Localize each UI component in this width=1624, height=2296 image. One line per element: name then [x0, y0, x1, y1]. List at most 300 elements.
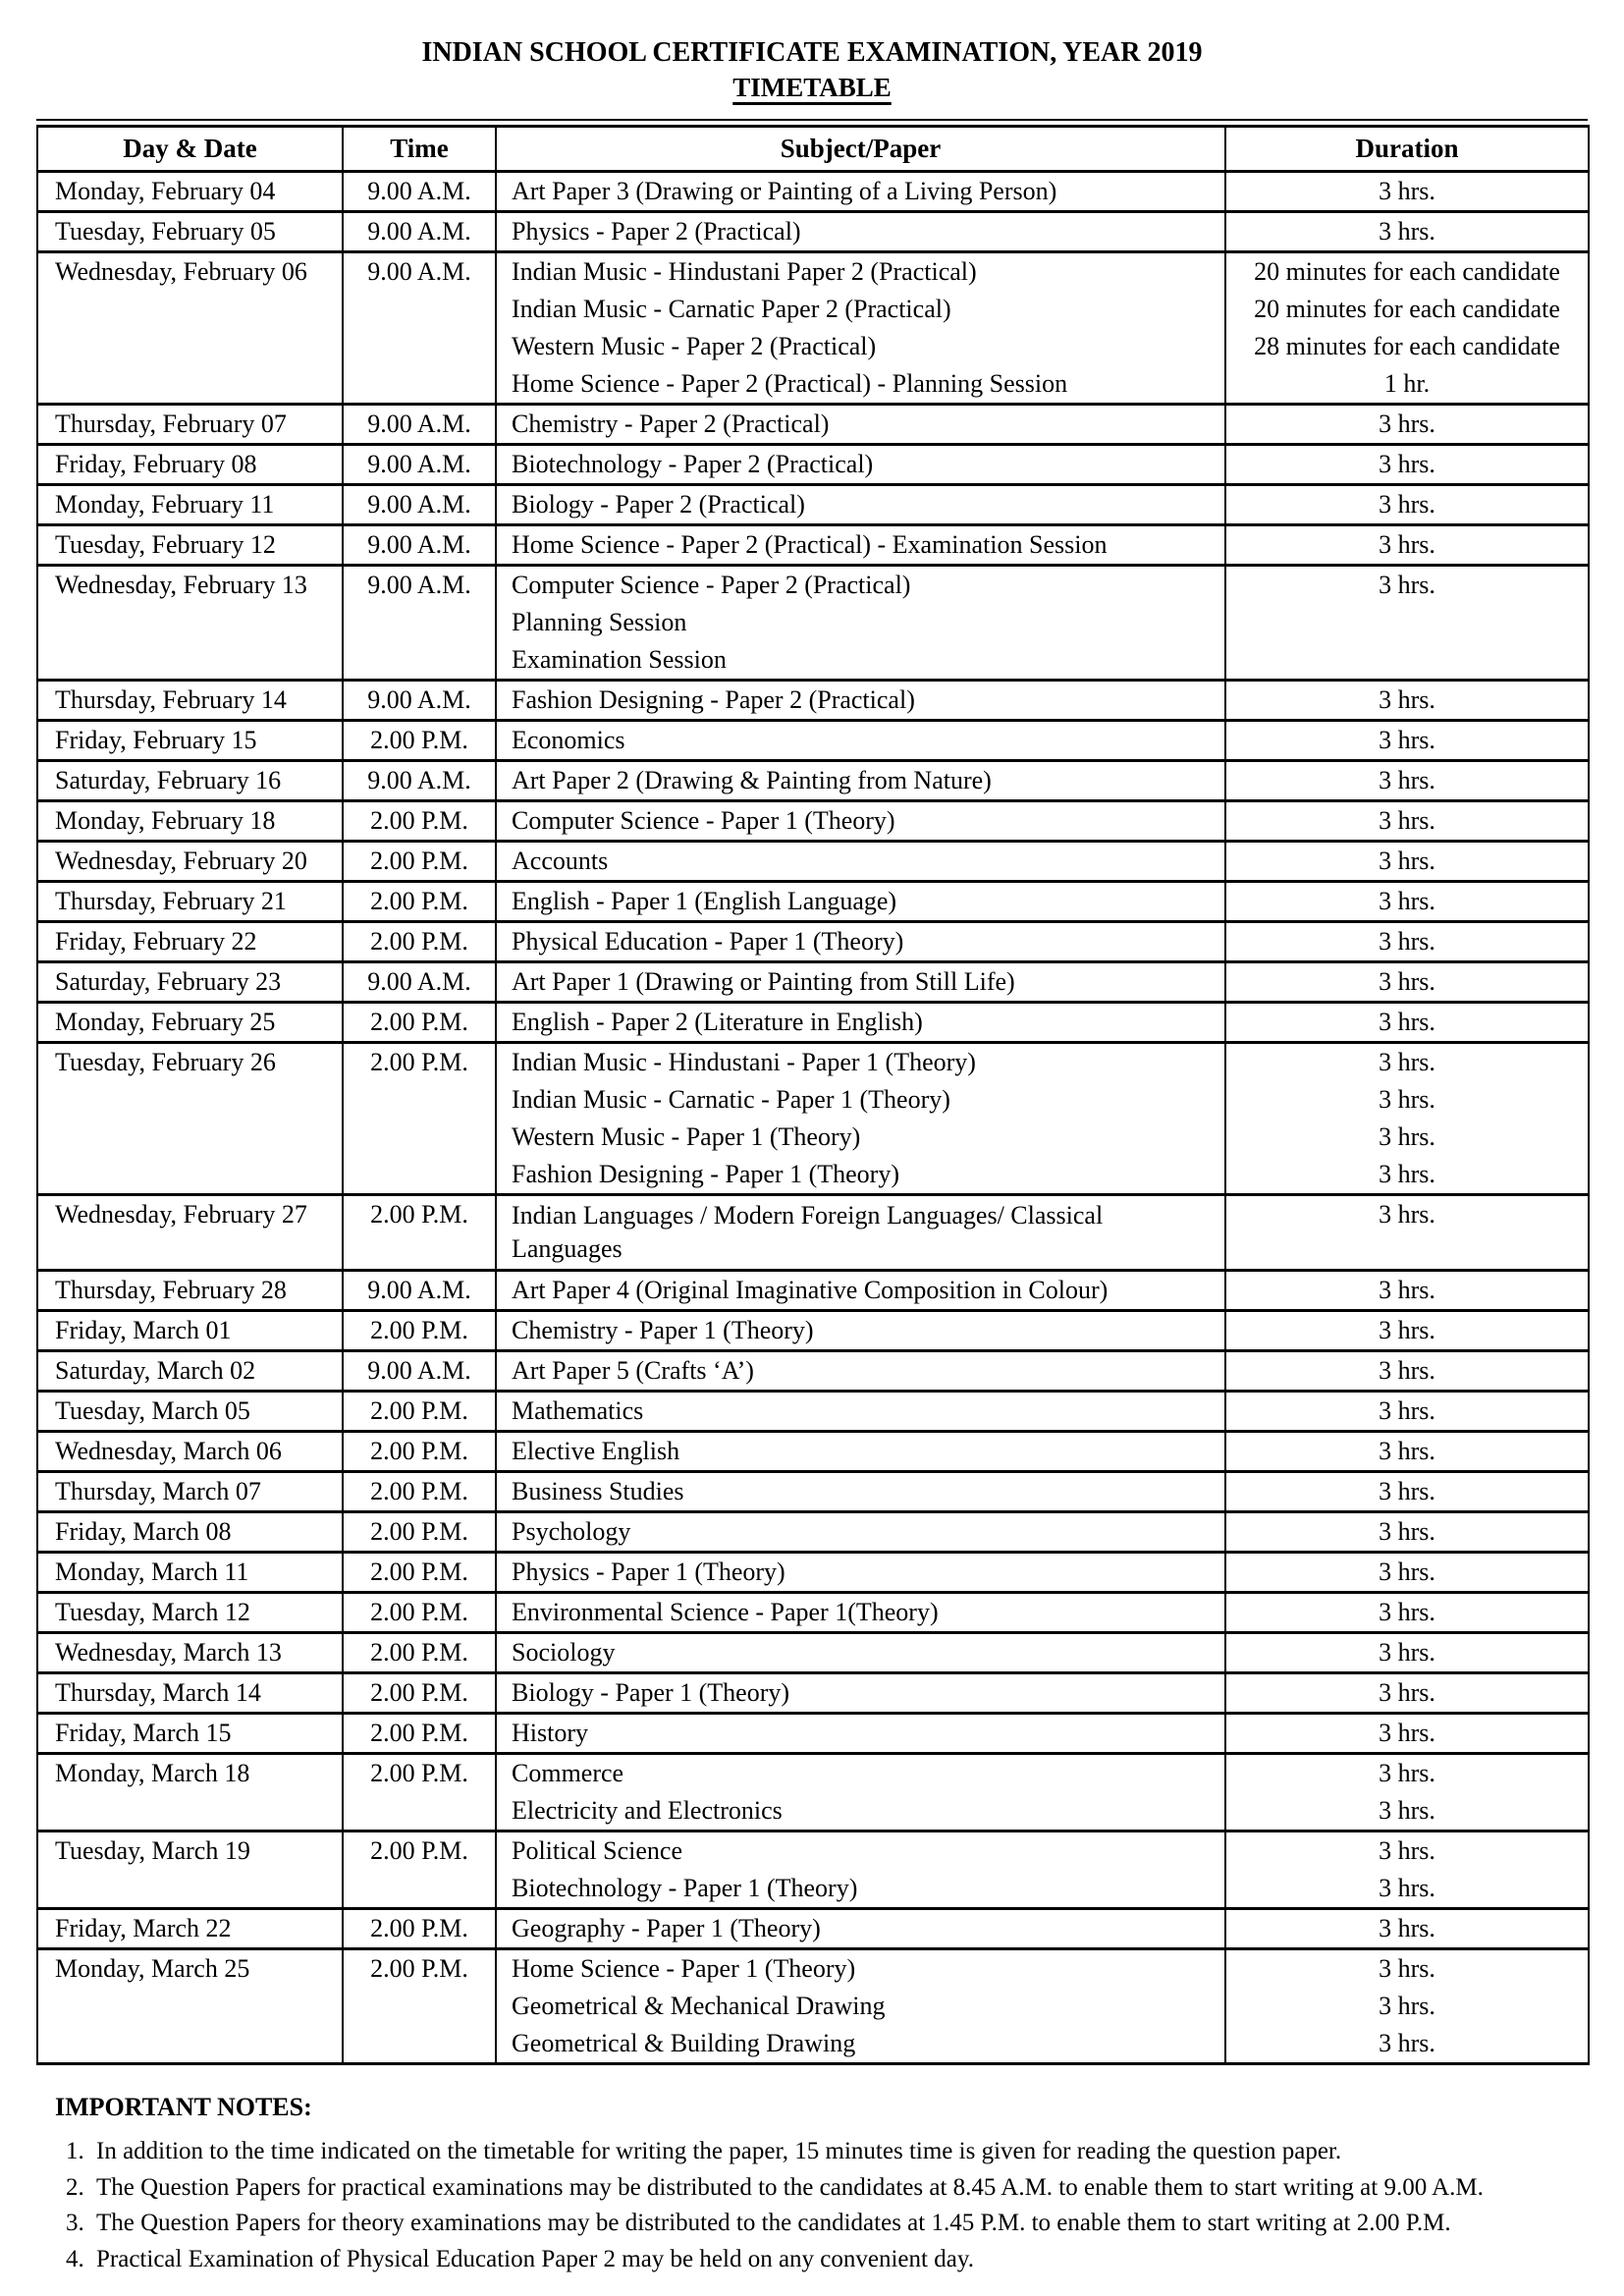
- day-date-text: Monday, February 25: [55, 1008, 276, 1036]
- time-text: 2.00 P.M.: [370, 1558, 468, 1586]
- time-text: 9.00 A.M.: [367, 217, 471, 246]
- subject-cell: [496, 1949, 1225, 2064]
- time-cell: [343, 1714, 496, 1754]
- time-cell: [343, 172, 496, 212]
- day-date-cell: [37, 525, 343, 566]
- time-cell: [343, 566, 496, 681]
- subject-line: Indian Languages / Modern Foreign Languages/ Classical Languages: [512, 1201, 1104, 1263]
- timetable-row: [37, 1311, 1589, 1351]
- duration-line: 3 hrs.: [1379, 217, 1435, 246]
- time-text: 2.00 P.M.: [370, 726, 468, 754]
- duration-line: 3 hrs.: [1379, 490, 1435, 519]
- time-text: 9.00 A.M.: [367, 766, 471, 794]
- day-date-text: Tuesday, March 12: [55, 1598, 250, 1626]
- subject-line: Physics - Paper 2 (Practical): [512, 217, 801, 246]
- time-cell: [343, 1754, 496, 1831]
- duration-line: 3 hrs.: [1379, 1437, 1435, 1465]
- subject-cell: [496, 1351, 1225, 1392]
- duration-cell: [1225, 1673, 1589, 1714]
- timetable-row: [37, 1831, 1589, 1909]
- time-text: 2.00 P.M.: [370, 1678, 468, 1707]
- subject-line: Home Science - Paper 2 (Practical) - Planning Session: [512, 369, 1068, 398]
- timetable-row: [37, 1754, 1589, 1831]
- time-cell: [343, 1351, 496, 1392]
- subject-cell: [496, 1432, 1225, 1472]
- timetable-row: [37, 962, 1589, 1003]
- day-date-text: Thursday, February 07: [55, 410, 287, 438]
- time-text: 2.00 P.M.: [370, 1316, 468, 1344]
- duration-line: 3 hrs.: [1379, 685, 1435, 714]
- day-date-cell: [37, 1909, 343, 1949]
- duration-cell: [1225, 882, 1589, 922]
- subject-line: Examination Session: [512, 645, 727, 674]
- subject-cell: [496, 1195, 1225, 1271]
- timetable-row: [37, 445, 1589, 485]
- duration-line: 3 hrs.: [1379, 1316, 1435, 1344]
- duration-line: 3 hrs.: [1379, 887, 1435, 915]
- time-cell: [343, 1195, 496, 1271]
- timetable-row: [37, 1195, 1589, 1271]
- time-cell: [343, 1909, 496, 1949]
- timetable-row: [37, 1673, 1589, 1714]
- time-text: 9.00 A.M.: [367, 1276, 471, 1304]
- time-text: 2.00 P.M.: [370, 1719, 468, 1747]
- subject-line: Planning Session: [512, 608, 687, 636]
- duration-cell: [1225, 1195, 1589, 1271]
- time-text: 2.00 P.M.: [370, 1437, 468, 1465]
- subject-line: Geography - Paper 1 (Theory): [512, 1914, 821, 1942]
- duration-line: 3 hrs.: [1379, 1160, 1435, 1188]
- timetable-row: [37, 1043, 1589, 1195]
- time-cell: [343, 525, 496, 566]
- subject-cell: [496, 1271, 1225, 1311]
- duration-line: 3 hrs.: [1379, 1558, 1435, 1586]
- time-text: 9.00 A.M.: [367, 685, 471, 714]
- day-date-cell: [37, 1831, 343, 1909]
- duration-line: [1226, 641, 1588, 679]
- duration-line: 3 hrs.: [1379, 1396, 1435, 1425]
- duration-cell: [1225, 212, 1589, 252]
- day-date-cell: [37, 962, 343, 1003]
- subject-line: Geometrical & Mechanical Drawing: [512, 1992, 886, 2020]
- subject-line: Chemistry - Paper 2 (Practical): [512, 410, 830, 438]
- duration-line: 3 hrs.: [1379, 1874, 1435, 1902]
- day-date-text: Monday, February 18: [55, 806, 276, 835]
- duration-line: 3 hrs.: [1379, 1356, 1435, 1385]
- duration-line: 3 hrs.: [1379, 450, 1435, 478]
- duration-cell: [1225, 1472, 1589, 1512]
- time-text: 2.00 P.M.: [370, 847, 468, 875]
- day-date-text: Friday, February 22: [55, 927, 257, 956]
- duration-line: 28 minutes for each candidate: [1254, 332, 1560, 360]
- subject-cell: [496, 721, 1225, 761]
- timetable-row: [37, 485, 1589, 525]
- duration-cell: [1225, 801, 1589, 842]
- day-date-cell: [37, 1271, 343, 1311]
- subject-cell: [496, 882, 1225, 922]
- subject-line: Art Paper 2 (Drawing & Painting from Nature): [512, 766, 992, 794]
- time-cell: [343, 842, 496, 882]
- subject-line: Western Music - Paper 2 (Practical): [512, 332, 877, 360]
- subject-line: Indian Music - Hindustani - Paper 1 (Theory): [512, 1048, 976, 1076]
- duration-cell: [1225, 681, 1589, 721]
- time-text: 9.00 A.M.: [367, 450, 471, 478]
- duration-line: 3 hrs.: [1379, 2029, 1435, 2057]
- timetable-row: [37, 1553, 1589, 1593]
- subject-line: Art Paper 4 (Original Imaginative Composition in Colour): [512, 1276, 1109, 1304]
- duration-line: 3 hrs.: [1379, 1836, 1435, 1865]
- timetable-row: [37, 842, 1589, 882]
- header-duration: Duration: [1225, 127, 1589, 172]
- day-date-cell: [37, 922, 343, 962]
- time-cell: [343, 1673, 496, 1714]
- subject-line: Art Paper 3 (Drawing or Painting of a Living Person): [512, 177, 1057, 205]
- duration-line: 3 hrs.: [1379, 1598, 1435, 1626]
- day-date-cell: [37, 1472, 343, 1512]
- subject-line: Computer Science - Paper 2 (Practical): [512, 571, 911, 599]
- duration-cell: [1225, 445, 1589, 485]
- time-text: 2.00 P.M.: [370, 1638, 468, 1667]
- timetable-row: [37, 1271, 1589, 1311]
- time-text: 2.00 P.M.: [370, 1477, 468, 1505]
- important-notes-section: [55, 2093, 1585, 2275]
- day-date-text: Saturday, February 23: [55, 967, 282, 996]
- time-cell: [343, 1432, 496, 1472]
- timetable-row: [37, 1714, 1589, 1754]
- subject-cell: [496, 252, 1225, 405]
- subject-line: Biology - Paper 2 (Practical): [512, 490, 805, 519]
- subject-line: Fashion Designing - Paper 1 (Theory): [512, 1160, 899, 1188]
- day-date-cell: [37, 566, 343, 681]
- duration-line: 3 hrs.: [1379, 1954, 1435, 1983]
- day-date-text: Thursday, March 07: [55, 1477, 261, 1505]
- subject-cell: [496, 1311, 1225, 1351]
- timetable-row: [37, 566, 1589, 681]
- time-cell: [343, 1633, 496, 1673]
- subject-line: Indian Music - Carnatic - Paper 1 (Theory): [512, 1085, 950, 1114]
- timetable-row: [37, 1633, 1589, 1673]
- time-cell: [343, 1512, 496, 1553]
- duration-line: 1 hr.: [1383, 369, 1431, 398]
- subject-line: Mathematics: [512, 1396, 644, 1425]
- time-cell: [343, 405, 496, 445]
- day-date-text: Friday, March 01: [55, 1316, 232, 1344]
- duration-line: 3 hrs.: [1379, 806, 1435, 835]
- day-date-cell: [37, 405, 343, 445]
- day-date-cell: [37, 1432, 343, 1472]
- subject-line: Chemistry - Paper 1 (Theory): [512, 1316, 814, 1344]
- subject-line: Elective English: [512, 1437, 680, 1465]
- duration-line: 3 hrs.: [1379, 1796, 1435, 1825]
- day-date-text: Friday, March 08: [55, 1517, 232, 1546]
- duration-cell: [1225, 1553, 1589, 1593]
- timetable-row: [37, 525, 1589, 566]
- subject-cell: [496, 1714, 1225, 1754]
- time-cell: [343, 1553, 496, 1593]
- duration-line: 3 hrs.: [1379, 1638, 1435, 1667]
- day-date-text: Tuesday, February 12: [55, 530, 276, 559]
- duration-line: 20 minutes for each candidate: [1254, 295, 1560, 323]
- duration-line: 3 hrs.: [1379, 1759, 1435, 1787]
- day-date-text: Tuesday, March 05: [55, 1396, 250, 1425]
- time-cell: [343, 922, 496, 962]
- subject-line: Art Paper 1 (Drawing or Painting from Still Life): [512, 967, 1015, 996]
- duration-cell: [1225, 1392, 1589, 1432]
- duration-line: 3 hrs.: [1379, 1477, 1435, 1505]
- day-date-cell: [37, 1949, 343, 2064]
- day-date-cell: [37, 1311, 343, 1351]
- time-cell: [343, 1043, 496, 1195]
- subject-cell: [496, 1043, 1225, 1195]
- time-cell: [343, 1593, 496, 1633]
- duration-line: [1226, 604, 1588, 641]
- note-item: 4. Practical Examination of Physical Education Paper 2 may be held on any convenient day.: [90, 2244, 1585, 2276]
- duration-cell: [1225, 721, 1589, 761]
- time-text: 2.00 P.M.: [370, 1396, 468, 1425]
- day-date-cell: [37, 485, 343, 525]
- day-date-cell: [37, 1043, 343, 1195]
- duration-cell: [1225, 761, 1589, 801]
- day-date-cell: [37, 761, 343, 801]
- duration-line: 3 hrs.: [1379, 1276, 1435, 1304]
- timetable-row: [37, 1512, 1589, 1553]
- subject-line: Environmental Science - Paper 1(Theory): [512, 1598, 939, 1626]
- time-cell: [343, 485, 496, 525]
- timetable-row: [37, 1003, 1589, 1043]
- duration-line: 3 hrs.: [1379, 177, 1435, 205]
- duration-line: 3 hrs.: [1379, 1048, 1435, 1076]
- note-item: 3. The Question Papers for theory examinations may be distributed to the candidates at 1.45 P.M. to enable them to start writing at 2.00 P.M.: [90, 2208, 1585, 2240]
- subject-cell: [496, 1003, 1225, 1043]
- duration-cell: [1225, 1311, 1589, 1351]
- header-subject-paper: Subject/Paper: [496, 127, 1225, 172]
- duration-cell: [1225, 1271, 1589, 1311]
- subject-cell: [496, 445, 1225, 485]
- day-date-text: Wednesday, March 13: [55, 1638, 282, 1667]
- day-date-cell: [37, 1553, 343, 1593]
- timetable-row: [37, 1351, 1589, 1392]
- day-date-text: Friday, March 15: [55, 1719, 232, 1747]
- duration-cell: [1225, 1714, 1589, 1754]
- note-item: 1. In addition to the time indicated on the timetable for writing the paper, 15 minutes time is given for reading the question paper.: [90, 2136, 1585, 2168]
- duration-line: 20 minutes for each candidate: [1254, 257, 1560, 286]
- duration-cell: [1225, 485, 1589, 525]
- subject-line: Physics - Paper 1 (Theory): [512, 1558, 785, 1586]
- timetable-row: [37, 1472, 1589, 1512]
- subject-line: Political Science: [512, 1836, 683, 1865]
- duration-line: 3 hrs.: [1379, 1719, 1435, 1747]
- subject-cell: [496, 842, 1225, 882]
- subject-cell: [496, 1392, 1225, 1432]
- time-cell: [343, 882, 496, 922]
- header-row: [37, 127, 1589, 172]
- timetable-row: [37, 252, 1589, 405]
- subject-line: Home Science - Paper 1 (Theory): [512, 1954, 856, 1983]
- duration-line: 3 hrs.: [1379, 1085, 1435, 1114]
- timetable-row: [37, 1949, 1589, 2064]
- day-date-text: Tuesday, February 26: [55, 1048, 276, 1076]
- day-date-cell: [37, 882, 343, 922]
- duration-line: 3 hrs.: [1379, 1517, 1435, 1546]
- duration-cell: [1225, 1831, 1589, 1909]
- day-date-text: Saturday, March 02: [55, 1356, 256, 1385]
- time-cell: [343, 1003, 496, 1043]
- subject-cell: [496, 801, 1225, 842]
- timetable-row: [37, 761, 1589, 801]
- time-text: 2.00 P.M.: [370, 1517, 468, 1546]
- subject-line: Western Music - Paper 1 (Theory): [512, 1122, 861, 1151]
- note-item: 2. The Question Papers for practical examinations may be distributed to the candidates at 8.45 A.M. to enable them to start writing at 9.00 A.M.: [90, 2172, 1585, 2205]
- duration-cell: [1225, 1754, 1589, 1831]
- subject-cell: [496, 1673, 1225, 1714]
- timetable-row: [37, 405, 1589, 445]
- time-cell: [343, 681, 496, 721]
- document-subtitle: TIMETABLE: [732, 73, 892, 102]
- subject-line: Biotechnology - Paper 2 (Practical): [512, 450, 874, 478]
- timetable-row: [37, 1909, 1589, 1949]
- time-text: 9.00 A.M.: [367, 571, 471, 599]
- duration-line: 3 hrs.: [1379, 1200, 1435, 1229]
- subject-line: Computer Science - Paper 1 (Theory): [512, 806, 895, 835]
- day-date-cell: [37, 445, 343, 485]
- subject-cell: [496, 1754, 1225, 1831]
- time-cell: [343, 1271, 496, 1311]
- day-date-text: Friday, February 08: [55, 450, 257, 478]
- subject-cell: [496, 1633, 1225, 1673]
- duration-line: 3 hrs.: [1379, 726, 1435, 754]
- duration-line: 3 hrs.: [1379, 927, 1435, 956]
- duration-line: 3 hrs.: [1379, 410, 1435, 438]
- time-cell: [343, 252, 496, 405]
- time-cell: [343, 962, 496, 1003]
- day-date-text: Monday, February 11: [55, 490, 275, 519]
- header-day-date: Day & Date: [37, 127, 343, 172]
- day-date-cell: [37, 1754, 343, 1831]
- day-date-cell: [37, 721, 343, 761]
- duration-line: 3 hrs.: [1379, 571, 1435, 599]
- day-date-cell: [37, 1512, 343, 1553]
- subject-cell: [496, 681, 1225, 721]
- duration-cell: [1225, 1633, 1589, 1673]
- document-title: INDIAN SCHOOL CERTIFICATE EXAMINATION, YEAR 2019: [421, 37, 1203, 68]
- duration-cell: [1225, 1593, 1589, 1633]
- time-text: 9.00 A.M.: [367, 967, 471, 996]
- day-date-cell: [37, 1673, 343, 1714]
- timetable-row: [37, 721, 1589, 761]
- time-cell: [343, 721, 496, 761]
- header-time: Time: [343, 127, 496, 172]
- duration-cell: [1225, 962, 1589, 1003]
- day-date-text: Monday, March 11: [55, 1558, 249, 1586]
- day-date-cell: [37, 1003, 343, 1043]
- time-text: 2.00 P.M.: [370, 927, 468, 956]
- subject-line: Commerce: [512, 1759, 624, 1787]
- day-date-text: Tuesday, March 19: [55, 1836, 250, 1865]
- day-date-text: Friday, March 22: [55, 1914, 232, 1942]
- timetable-row: [37, 1392, 1589, 1432]
- time-cell: [343, 761, 496, 801]
- time-text: 2.00 P.M.: [370, 1914, 468, 1942]
- day-date-text: Wednesday, February 06: [55, 257, 307, 286]
- timetable-row: [37, 882, 1589, 922]
- time-text: 2.00 P.M.: [370, 1954, 468, 1983]
- duration-line: 3 hrs.: [1379, 847, 1435, 875]
- duration-cell: [1225, 405, 1589, 445]
- subject-line: Indian Music - Carnatic Paper 2 (Practical): [512, 295, 951, 323]
- day-date-cell: [37, 1392, 343, 1432]
- day-date-text: Tuesday, February 05: [55, 217, 276, 246]
- time-cell: [343, 212, 496, 252]
- timetable-row: [37, 922, 1589, 962]
- subject-line: English - Paper 1 (English Language): [512, 887, 897, 915]
- timetable-row: [37, 801, 1589, 842]
- subject-line: Biotechnology - Paper 1 (Theory): [512, 1874, 858, 1902]
- duration-cell: [1225, 566, 1589, 681]
- duration-cell: [1225, 1043, 1589, 1195]
- duration-cell: [1225, 922, 1589, 962]
- day-date-cell: [37, 1195, 343, 1271]
- day-date-text: Saturday, February 16: [55, 766, 282, 794]
- duration-line: 3 hrs.: [1379, 1992, 1435, 2020]
- day-date-cell: [37, 1633, 343, 1673]
- time-text: 9.00 A.M.: [367, 530, 471, 559]
- subject-cell: [496, 405, 1225, 445]
- subject-cell: [496, 566, 1225, 681]
- day-date-text: Thursday, February 21: [55, 887, 287, 915]
- subject-line: Fashion Designing - Paper 2 (Practical): [512, 685, 915, 714]
- subject-cell: [496, 172, 1225, 212]
- subject-cell: [496, 1472, 1225, 1512]
- time-text: 9.00 A.M.: [367, 177, 471, 205]
- time-cell: [343, 1831, 496, 1909]
- day-date-text: Wednesday, February 13: [55, 571, 307, 599]
- duration-line: 3 hrs.: [1379, 530, 1435, 559]
- day-date-cell: [37, 172, 343, 212]
- duration-line: 3 hrs.: [1379, 766, 1435, 794]
- notes-heading: IMPORTANT NOTES:: [55, 2093, 312, 2121]
- time-text: 2.00 P.M.: [370, 1048, 468, 1076]
- timetable: [36, 125, 1590, 2065]
- time-text: 2.00 P.M.: [370, 1200, 468, 1229]
- time-cell: [343, 1472, 496, 1512]
- subject-cell: [496, 1553, 1225, 1593]
- time-text: 9.00 A.M.: [367, 1356, 471, 1385]
- subject-line: Economics: [512, 726, 625, 754]
- subject-line: Psychology: [512, 1517, 631, 1546]
- subject-cell: [496, 212, 1225, 252]
- day-date-text: Wednesday, March 06: [55, 1437, 282, 1465]
- day-date-text: Thursday, February 14: [55, 685, 287, 714]
- duration-cell: [1225, 525, 1589, 566]
- duration-line: 3 hrs.: [1379, 1122, 1435, 1151]
- day-date-cell: [37, 252, 343, 405]
- subject-line: Home Science - Paper 2 (Practical) - Examination Session: [512, 530, 1108, 559]
- duration-cell: [1225, 842, 1589, 882]
- subject-cell: [496, 1593, 1225, 1633]
- time-text: 2.00 P.M.: [370, 1008, 468, 1036]
- timetable-row: [37, 212, 1589, 252]
- time-cell: [343, 445, 496, 485]
- subject-line: History: [512, 1719, 588, 1747]
- duration-cell: [1225, 252, 1589, 405]
- duration-cell: [1225, 1351, 1589, 1392]
- duration-cell: [1225, 1949, 1589, 2064]
- time-text: 9.00 A.M.: [367, 410, 471, 438]
- day-date-text: Monday, February 04: [55, 177, 276, 205]
- timetable-row: [37, 681, 1589, 721]
- duration-line: 3 hrs.: [1379, 1914, 1435, 1942]
- day-date-cell: [37, 842, 343, 882]
